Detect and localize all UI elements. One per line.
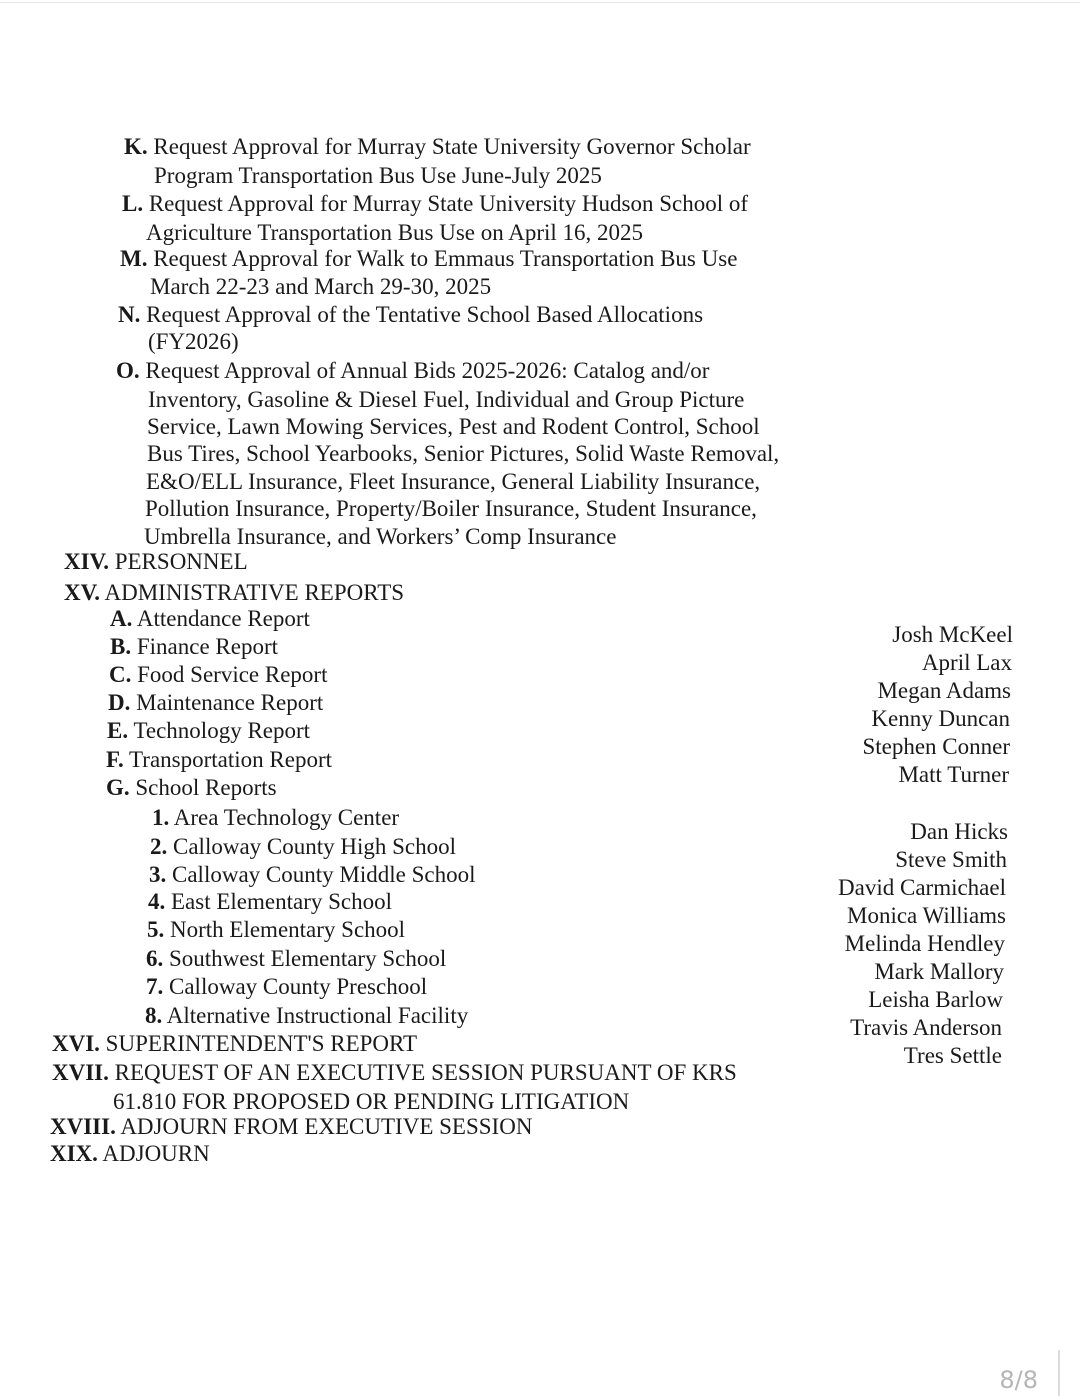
report-item [107, 718, 310, 744]
report-text: Technology Report [133, 718, 311, 743]
school-item [152, 805, 399, 831]
item-text: E&O/ELL Insurance, Fleet Insurance, General Liability Insurance, [146, 469, 761, 494]
school-text: Area Technology Center [173, 805, 400, 830]
school-label: 8. [145, 1003, 163, 1028]
section-xvi [52, 1031, 417, 1057]
agenda-item-k-cont [154, 163, 602, 189]
section-xvii-cont [113, 1089, 629, 1115]
item-label: L. [122, 191, 144, 216]
school-item [149, 862, 475, 888]
agenda-item-l-cont [146, 220, 643, 246]
report-item [106, 775, 277, 801]
report-text: Maintenance Report [136, 690, 324, 715]
report-text: Finance Report [136, 634, 278, 659]
presenter-name: Tres Settle [903, 1043, 1002, 1068]
school-label: 6. [146, 946, 164, 971]
report-item [110, 606, 310, 632]
agenda-item-n [118, 302, 703, 328]
section-label: XVI. [52, 1031, 100, 1056]
report-item [109, 662, 327, 688]
agenda-item-n-cont [148, 329, 239, 355]
agenda-item-o [116, 358, 709, 384]
agenda-item-m-cont [150, 274, 491, 300]
item-text: Request Approval of Annual Bids 2025-2026: Catalog and/or [145, 358, 710, 383]
scrollbar-edge [1058, 1350, 1060, 1396]
presenter-name: Stephen Conner [862, 734, 1010, 759]
school-label: 5. [147, 917, 165, 942]
section-text: ADJOURN [102, 1141, 210, 1166]
school-item [145, 1003, 468, 1029]
presenter-name: Leisha Barlow [868, 987, 1003, 1012]
report-text: Food Service Report [137, 662, 328, 687]
section-text: REQUEST OF AN EXECUTIVE SESSION PURSUANT OF KRS [114, 1060, 737, 1085]
item-text: March 22-23 and March 29-30, 2025 [150, 274, 492, 299]
report-text: School Reports [135, 775, 277, 800]
section-xviii [50, 1114, 532, 1140]
section-text: ADMINISTRATIVE REPORTS [104, 580, 405, 605]
item-text: Program Transportation Bus Use June-July 2025 [154, 163, 602, 188]
school-text: East Elementary School [171, 889, 392, 914]
report-label: A. [110, 606, 133, 631]
report-label: G. [106, 775, 130, 800]
school-item [146, 974, 427, 1000]
report-text: Transportation Report [129, 747, 332, 772]
section-text: SUPERINTENDENT'S REPORT [105, 1031, 418, 1056]
section-xiv [64, 549, 248, 575]
presenter-name: Melinda Hendley [844, 931, 1005, 956]
school-label: 4. [148, 889, 166, 914]
report-item [110, 634, 278, 660]
school-text: North Elementary School [170, 917, 406, 942]
item-label: N. [118, 302, 141, 327]
item-text: Request Approval for Walk to Emmaus Transportation Bus Use [153, 246, 738, 271]
school-text: Alternative Instructional Facility [166, 1003, 469, 1028]
agenda-item-l [122, 191, 748, 217]
school-text: Southwest Elementary School [169, 946, 447, 971]
section-text: 61.810 FOR PROPOSED OR PENDING LITIGATION [113, 1089, 630, 1114]
agenda-item-m [120, 246, 737, 272]
report-label: F. [106, 747, 124, 772]
agenda-item-o-cont [147, 441, 779, 467]
section-xv [64, 580, 404, 606]
item-text: Agriculture Transportation Bus Use on April 16, 2025 [146, 220, 644, 245]
school-label: 3. [149, 862, 167, 887]
item-label: O. [116, 358, 140, 383]
section-label: XVIII. [50, 1114, 116, 1139]
section-text: ADJOURN FROM EXECUTIVE SESSION [120, 1114, 533, 1139]
item-label: K. [124, 134, 148, 159]
agenda-item-o-cont [146, 469, 760, 495]
report-label: E. [107, 718, 129, 743]
school-text: Calloway County Middle School [172, 862, 476, 887]
report-label: D. [108, 690, 131, 715]
school-item [148, 889, 392, 915]
report-item [106, 747, 332, 773]
presenter-name: Steve Smith [895, 847, 1007, 872]
item-text: Request Approval for Murray State University Hudson School of [148, 191, 749, 216]
item-text: Service, Lawn Mowing Services, Pest and Rodent Control, School [147, 414, 760, 439]
section-label: XV. [64, 580, 101, 605]
section-label: XIX. [50, 1141, 98, 1166]
presenter-name: Dan Hicks [910, 819, 1008, 844]
school-text: Calloway County Preschool [169, 974, 428, 999]
presenter-name: Monica Williams [847, 903, 1006, 928]
presenter-name: Megan Adams [877, 678, 1011, 703]
section-xix [50, 1141, 210, 1167]
report-item [108, 690, 323, 716]
item-label: M. [120, 246, 148, 271]
report-text: Attendance Report [136, 606, 310, 631]
item-text: Inventory, Gasoline & Diesel Fuel, Individual and Group Picture [148, 387, 745, 412]
section-label: XIV. [64, 549, 109, 574]
presenter-name: Kenny Duncan [871, 706, 1010, 731]
report-label: B. [110, 634, 132, 659]
presenter-name: Travis Anderson [850, 1015, 1002, 1040]
agenda-item-o-cont [147, 414, 760, 440]
school-label: 2. [150, 834, 168, 859]
agenda-item-o-cont [145, 496, 757, 522]
section-text: PERSONNEL [114, 549, 248, 574]
school-item [150, 834, 456, 860]
item-text: Request Approval of the Tentative School Based Allocations [146, 302, 704, 327]
report-label: C. [109, 662, 132, 687]
presenter-name: Josh McKeel [892, 622, 1013, 647]
agenda-item-o-cont [148, 387, 744, 413]
presenter-name: April Lax [921, 650, 1012, 675]
school-label: 7. [146, 974, 164, 999]
school-item [147, 917, 405, 943]
page-indicator: 8/8 [999, 1366, 1038, 1394]
item-text: Request Approval for Murray State University Governor Scholar [153, 134, 751, 159]
item-text: Pollution Insurance, Property/Boiler Insurance, Student Insurance, [145, 496, 757, 521]
school-text: Calloway County High School [173, 834, 457, 859]
presenter-name: David Carmichael [838, 875, 1006, 900]
section-label: XVII. [52, 1060, 109, 1085]
item-text: Umbrella Insurance, and Workers’ Comp Insurance [144, 524, 617, 549]
presenter-name: Matt Turner [898, 762, 1009, 787]
item-text: Bus Tires, School Yearbooks, Senior Pictures, Solid Waste Removal, [147, 441, 780, 466]
school-item [146, 946, 446, 972]
school-label: 1. [152, 805, 170, 830]
item-text: (FY2026) [148, 329, 239, 354]
presenter-name: Mark Mallory [874, 959, 1004, 984]
agenda-item-k [124, 134, 751, 160]
section-xvii [52, 1060, 737, 1086]
agenda-item-o-cont [144, 524, 616, 550]
